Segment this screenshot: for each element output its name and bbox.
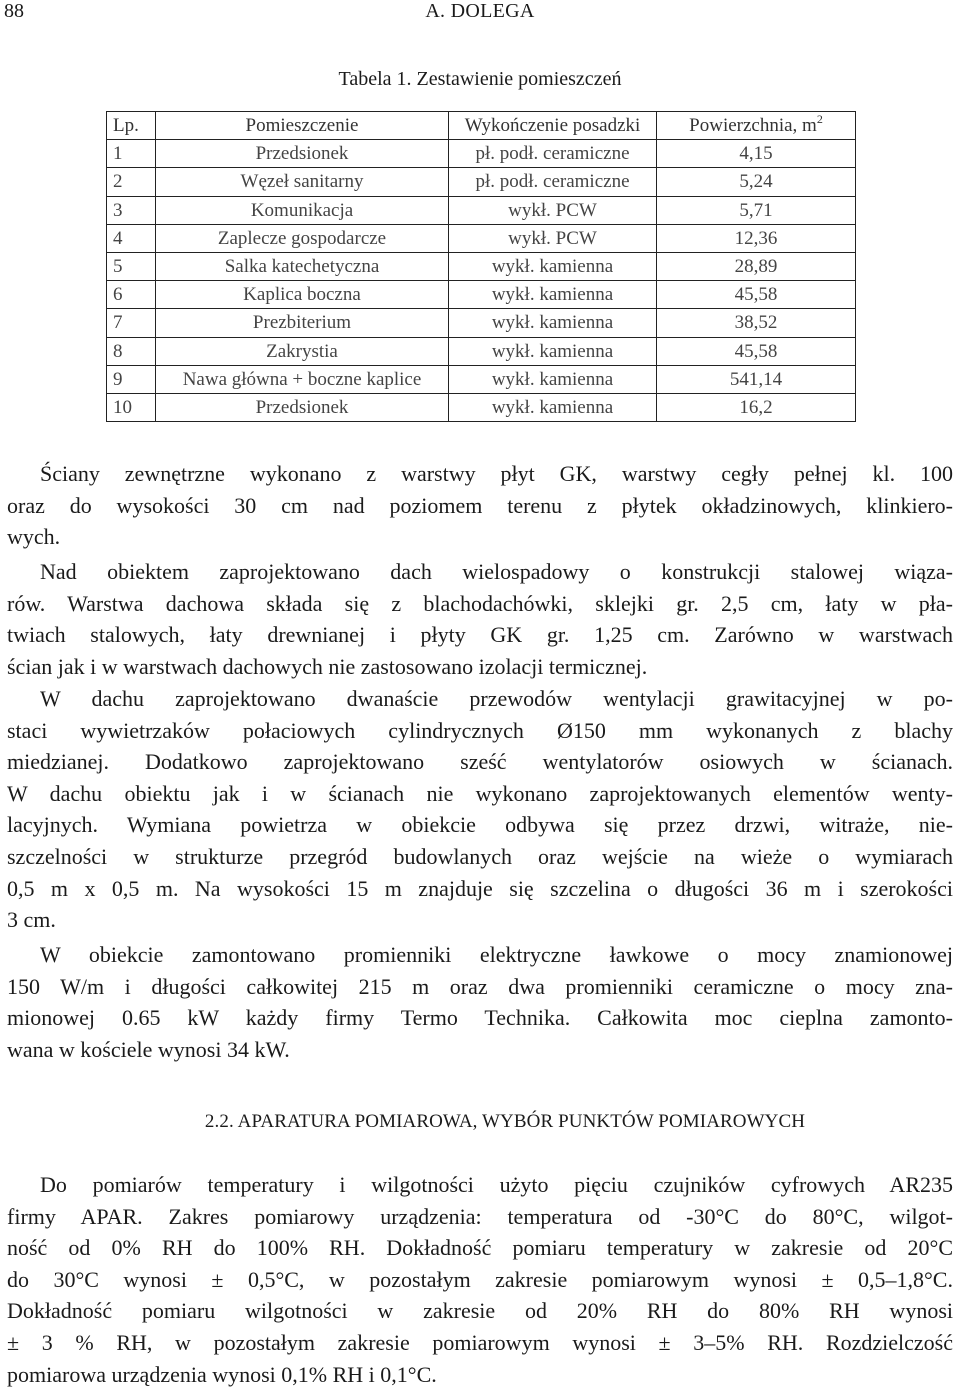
paragraph-heating bbox=[7, 939, 953, 1065]
cell-lp: 1 bbox=[107, 140, 156, 168]
cell-finish: wykł. kamienna bbox=[449, 309, 657, 337]
text-line: miedzianej. Dodatkowo zaprojektowano sześć wentylatorów osiowych w ścianach. bbox=[7, 749, 953, 775]
table-row bbox=[107, 252, 856, 280]
cell-area: 12,36 bbox=[657, 224, 856, 252]
cell-finish: wykł. kamienna bbox=[449, 252, 657, 280]
cell-lp: 4 bbox=[107, 224, 156, 252]
header-area bbox=[657, 112, 856, 140]
text-line: Nad obiektem zaprojektowano dach wielospadowy o konstrukcji stalowej wiąza- bbox=[40, 559, 953, 584]
cell-lp: 9 bbox=[107, 365, 156, 393]
section-heading: 2.2. APARATURA POMIAROWA, WYBÓR PUNKTÓW POMIAROWYCH bbox=[204, 1111, 806, 1132]
cell-finish: wykł. kamienna bbox=[449, 393, 657, 421]
cell-area: 38,52 bbox=[657, 309, 856, 337]
cell-room: Nawa główna + boczne kaplice bbox=[156, 365, 449, 393]
rooms-table bbox=[106, 111, 856, 422]
running-head: A. DOLEGA bbox=[425, 0, 535, 22]
cell-area: 5,71 bbox=[657, 196, 856, 224]
text-line: ± 3 % RH, w pozostałym zakresie pomiarowym wynosi ± 3–5% RH. Rozdzielczość bbox=[7, 1329, 953, 1355]
cell-finish: wykł. kamienna bbox=[449, 337, 657, 365]
table-row bbox=[107, 337, 856, 365]
text-line: Dokładność pomiaru wilgotności w zakresie od 20% RH do 80% RH wynosi bbox=[7, 1298, 953, 1324]
table-row bbox=[107, 281, 856, 309]
cell-finish: wykł. PCW bbox=[449, 196, 657, 224]
text-line: Do pomiarów temperatury i wilgotności użyto pięciu czujników cyfrowych AR235 bbox=[40, 1172, 953, 1197]
text-line: pomiarowa urządzenia wynosi 0,1% RH i 0,1°C. bbox=[7, 1361, 437, 1387]
cell-lp: 7 bbox=[107, 309, 156, 337]
cell-lp: 3 bbox=[107, 196, 156, 224]
cell-room: Komunikacja bbox=[156, 196, 449, 224]
cell-room: Węzeł sanitarny bbox=[156, 168, 449, 196]
cell-area: 541,14 bbox=[657, 365, 856, 393]
cell-lp: 2 bbox=[107, 168, 156, 196]
paragraph-walls bbox=[7, 458, 953, 553]
text-line: 150 W/m i długości całkowitej 215 m oraz dwa promienniki ceramiczne o mocy zna- bbox=[7, 973, 953, 999]
cell-room: Zakrystia bbox=[156, 337, 449, 365]
text-line: 0,5 m x 0,5 m. Na wysokości 15 m znajduje się szczelina o długości 36 m i szerokości bbox=[7, 875, 953, 901]
text-line: W dachu zaprojektowano dwanaście przewodów wentylacji grawitacyjnej w po- bbox=[40, 686, 953, 711]
text-line: firmy APAR. Zakres pomiarowy urządzenia: temperatura od -30°C do 80°C, wilgot- bbox=[7, 1203, 953, 1229]
text-line: wych. bbox=[7, 524, 61, 550]
table-row bbox=[107, 309, 856, 337]
cell-room: Salka katechetyczna bbox=[156, 252, 449, 280]
page-number: 88 bbox=[4, 0, 24, 22]
table-caption: Tabela 1. Zestawienie pomieszczeń bbox=[338, 68, 622, 90]
cell-finish: pł. podł. ceramiczne bbox=[449, 168, 657, 196]
page-header bbox=[0, 0, 960, 24]
paragraph-roof bbox=[7, 556, 953, 682]
text-line: 3 cm. bbox=[7, 907, 56, 933]
paragraph-instruments bbox=[7, 1169, 953, 1390]
cell-finish: wykł. PCW bbox=[449, 224, 657, 252]
cell-lp: 10 bbox=[107, 393, 156, 421]
text-line: do 30°C wynosi ± 0,5°C, w pozostałym zakresie pomiarowym wynosi ± 0,5–1,8°C. bbox=[7, 1266, 953, 1292]
cell-area: 45,58 bbox=[657, 281, 856, 309]
header-area-text: Powierzchnia, m bbox=[689, 115, 817, 137]
table-row bbox=[107, 196, 856, 224]
text-line: szczelności w strukturze przegród budowlanych oraz wejście na wieże o wymiarach bbox=[7, 843, 953, 869]
text-line: mionowej 0.65 kW każdy firmy Termo Technika. Całkowita moc cieplna zamonto- bbox=[7, 1005, 953, 1031]
table-row bbox=[107, 365, 856, 393]
table-row bbox=[107, 168, 856, 196]
cell-lp: 5 bbox=[107, 252, 156, 280]
text-line: ścian jak i w warstwach dachowych nie zastosowano izolacji termicznej. bbox=[7, 653, 648, 679]
cell-room: Zaplecze gospodarcze bbox=[156, 224, 449, 252]
cell-finish: wykł. kamienna bbox=[449, 281, 657, 309]
cell-area: 45,58 bbox=[657, 337, 856, 365]
cell-room: Kaplica boczna bbox=[156, 281, 449, 309]
cell-area: 16,2 bbox=[657, 393, 856, 421]
text-line: Ściany zewnętrzne wykonano z warstwy płyt GK, warstwy cegły pełnej kl. 100 bbox=[40, 461, 953, 486]
cell-lp: 6 bbox=[107, 281, 156, 309]
text-line: W obiekcie zamontowano promienniki elektryczne ławkowe o mocy znamionowej bbox=[40, 942, 953, 967]
text-line: ność od 0% RH do 100% RH. Dokładność pomiaru temperatury w zakresie od 20°C bbox=[7, 1235, 953, 1261]
cell-finish: wykł. kamienna bbox=[449, 365, 657, 393]
text-line: lacyjnych. Wymiana powietrza w obiekcie odbywa się przez drzwi, witraże, nie- bbox=[7, 812, 953, 838]
paragraph-ventilation bbox=[7, 683, 953, 936]
table-row bbox=[107, 140, 856, 168]
cell-area: 4,15 bbox=[657, 140, 856, 168]
text-line: rów. Warstwa dachowa składa się z blachodachówki, sklejki gr. 2,5 cm, łaty w pła- bbox=[7, 590, 953, 616]
cell-area: 5,24 bbox=[657, 168, 856, 196]
cell-room: Przedsionek bbox=[156, 393, 449, 421]
header-area-sup: 2 bbox=[816, 112, 823, 127]
cell-room: Przedsionek bbox=[156, 140, 449, 168]
table-header-row bbox=[107, 112, 856, 140]
text-line: W dachu obiektu jak i w ścianach nie wykonano zaprojektowanych elementów wenty- bbox=[7, 780, 953, 806]
text-line: staci wywietrzaków połaciowych cylindrycznych Ø150 mm wykonanych z blachy bbox=[7, 717, 953, 743]
cell-room: Prezbiterium bbox=[156, 309, 449, 337]
cell-lp: 8 bbox=[107, 337, 156, 365]
header-room: Pomieszczenie bbox=[156, 112, 449, 140]
text-line: oraz do wysokości 30 cm nad poziomem terenu z płytek okładzinowych, klinkiero- bbox=[7, 492, 953, 518]
text-line: wana w kościele wynosi 34 kW. bbox=[7, 1036, 290, 1062]
header-finish: Wykończenie posadzki bbox=[449, 112, 657, 140]
table-row bbox=[107, 393, 856, 421]
cell-area: 28,89 bbox=[657, 252, 856, 280]
text-line: twiach stalowych, łaty drewnianej i płyty GK gr. 1,25 cm. Zarówno w warstwach bbox=[7, 622, 953, 648]
table-row bbox=[107, 224, 856, 252]
table-body bbox=[107, 140, 856, 422]
header-lp: Lp. bbox=[107, 112, 156, 140]
cell-finish: pł. podł. ceramiczne bbox=[449, 140, 657, 168]
